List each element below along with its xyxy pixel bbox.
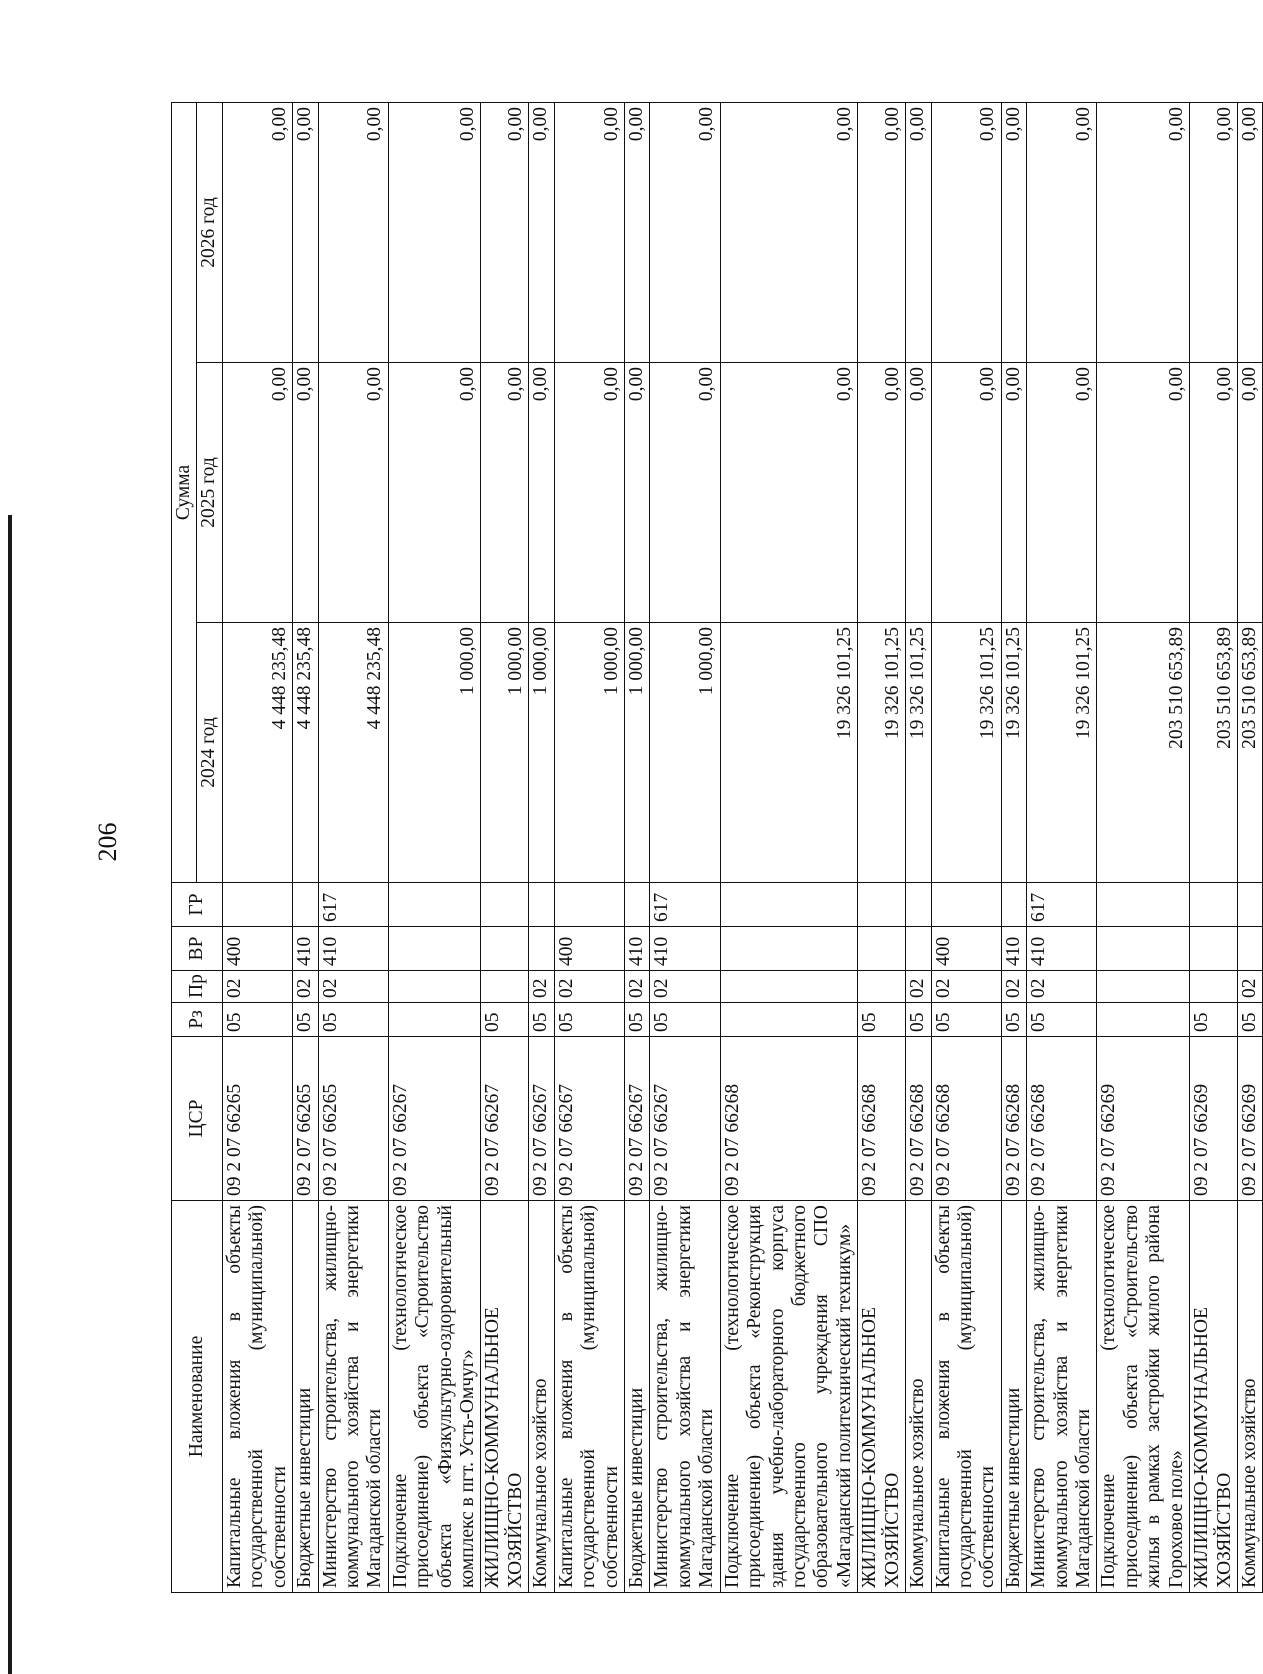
cell-2024: 203 510 653,89 [1097, 623, 1190, 883]
cell-2025: 0,00 [858, 363, 906, 623]
cell-2025: 0,00 [318, 363, 388, 623]
cell-name: ЖИЛИЩНО-КОММУНАЛЬНОЕ ХОЗЯЙСТВО [858, 1201, 906, 1593]
cell-gr [625, 883, 650, 927]
cell-2026: 0,00 [388, 103, 481, 363]
cell-2025: 0,00 [1097, 363, 1190, 623]
cell-rz: 05 [906, 1003, 931, 1037]
cell-rz: 05 [858, 1003, 906, 1037]
header-name: Наименование [172, 1201, 223, 1593]
cell-gr [1001, 883, 1026, 927]
cell-2026: 0,00 [720, 103, 858, 363]
cell-vr: 410 [650, 927, 720, 971]
cell-2024: 19 326 101,25 [931, 623, 1001, 883]
table-row [931, 103, 1001, 1593]
cell-csr: 09 2 07 66265 [222, 1037, 292, 1201]
cell-gr [388, 883, 481, 927]
cell-2024: 19 326 101,25 [858, 623, 906, 883]
cell-rz: 05 [1237, 1003, 1262, 1037]
cell-csr: 09 2 07 66267 [650, 1037, 720, 1201]
cell-2024: 1 000,00 [625, 623, 650, 883]
table-row [222, 103, 292, 1593]
cell-name: Коммунальное хозяйство [1237, 1201, 1262, 1593]
cell-2026: 0,00 [529, 103, 554, 363]
table-row [1027, 103, 1097, 1593]
cell-name: Капитальные вложения в объекты государственной (муниципальной) собственности [222, 1201, 292, 1593]
cell-gr [293, 883, 318, 927]
cell-vr [529, 927, 554, 971]
cell-pr: 02 [293, 971, 318, 1003]
cell-csr: 09 2 07 66269 [1190, 1037, 1238, 1201]
cell-csr: 09 2 07 66268 [720, 1037, 858, 1201]
cell-2024: 4 448 235,48 [222, 623, 292, 883]
cell-csr: 09 2 07 66268 [1027, 1037, 1097, 1201]
scan-edge-bar [8, 515, 12, 1674]
table-row [906, 103, 931, 1593]
cell-csr: 09 2 07 66265 [293, 1037, 318, 1201]
cell-2026: 0,00 [1001, 103, 1026, 363]
cell-pr: 02 [1001, 971, 1026, 1003]
cell-gr [1190, 883, 1238, 927]
cell-csr: 09 2 07 66268 [858, 1037, 906, 1201]
cell-rz: 05 [1027, 1003, 1097, 1037]
cell-2026: 0,00 [318, 103, 388, 363]
cell-2026: 0,00 [1097, 103, 1190, 363]
cell-gr [554, 883, 624, 927]
cell-vr [906, 927, 931, 971]
cell-2024: 19 326 101,25 [1001, 623, 1026, 883]
cell-gr [1237, 883, 1262, 927]
cell-2025: 0,00 [1027, 363, 1097, 623]
cell-rz: 05 [1001, 1003, 1026, 1037]
table-row [858, 103, 906, 1593]
cell-gr [529, 883, 554, 927]
cell-csr: 09 2 07 66268 [906, 1037, 931, 1201]
cell-pr: 02 [1027, 971, 1097, 1003]
cell-gr: 617 [650, 883, 720, 927]
cell-2025: 0,00 [720, 363, 858, 623]
cell-rz: 05 [222, 1003, 292, 1037]
cell-2026: 0,00 [931, 103, 1001, 363]
cell-pr: 02 [906, 971, 931, 1003]
cell-vr [720, 927, 858, 971]
cell-2025: 0,00 [529, 363, 554, 623]
cell-name: Коммунальное хозяйство [906, 1201, 931, 1593]
cell-2024: 1 000,00 [554, 623, 624, 883]
cell-2024: 203 510 653,89 [1190, 623, 1238, 883]
cell-rz: 05 [481, 1003, 529, 1037]
header-row-1 [172, 103, 197, 1593]
cell-vr [858, 927, 906, 971]
cell-2026: 0,00 [554, 103, 624, 363]
cell-2025: 0,00 [293, 363, 318, 623]
cell-2026: 0,00 [650, 103, 720, 363]
cell-gr: 617 [318, 883, 388, 927]
cell-2026: 0,00 [1190, 103, 1238, 363]
cell-csr: 09 2 07 66268 [931, 1037, 1001, 1201]
cell-gr [931, 883, 1001, 927]
table-row [1097, 103, 1190, 1593]
cell-2024: 1 000,00 [650, 623, 720, 883]
cell-pr: 02 [931, 971, 1001, 1003]
cell-name: Министерство строительства, жилищно-коммунального хозяйства и энергетики Магаданской области [650, 1201, 720, 1593]
table-row [1001, 103, 1026, 1593]
cell-rz [1097, 1003, 1190, 1037]
cell-rz: 05 [1190, 1003, 1238, 1037]
cell-vr: 400 [931, 927, 1001, 971]
cell-rz: 05 [554, 1003, 624, 1037]
cell-gr [222, 883, 292, 927]
cell-2026: 0,00 [293, 103, 318, 363]
table-row [720, 103, 858, 1593]
cell-pr [1190, 971, 1238, 1003]
cell-2024: 1 000,00 [529, 623, 554, 883]
cell-name: Капитальные вложения в объекты государственной (муниципальной) собственности [931, 1201, 1001, 1593]
header-sum: Сумма [172, 103, 197, 883]
cell-pr [1097, 971, 1190, 1003]
cell-vr: 400 [554, 927, 624, 971]
cell-vr [1237, 927, 1262, 971]
cell-csr: 09 2 07 66268 [1001, 1037, 1026, 1201]
cell-rz: 05 [931, 1003, 1001, 1037]
cell-gr [481, 883, 529, 927]
cell-2025: 0,00 [1190, 363, 1238, 623]
cell-2024: 1 000,00 [388, 623, 481, 883]
cell-2026: 0,00 [1027, 103, 1097, 363]
cell-name: Капитальные вложения в объекты государственной (муниципальной) собственности [554, 1201, 624, 1593]
cell-2024: 19 326 101,25 [906, 623, 931, 883]
table-row [388, 103, 481, 1593]
cell-vr: 410 [293, 927, 318, 971]
header-2025: 2025 год [197, 363, 222, 623]
cell-rz: 05 [650, 1003, 720, 1037]
cell-csr: 09 2 07 66265 [318, 1037, 388, 1201]
header-rz: Рз [172, 1003, 223, 1037]
cell-vr: 410 [625, 927, 650, 971]
cell-name: Коммунальное хозяйство [529, 1201, 554, 1593]
cell-name: ЖИЛИЩНО-КОММУНАЛЬНОЕ ХОЗЯЙСТВО [1190, 1201, 1238, 1593]
cell-2025: 0,00 [906, 363, 931, 623]
cell-rz: 05 [318, 1003, 388, 1037]
header-vr: ВР [172, 927, 223, 971]
cell-pr [481, 971, 529, 1003]
cell-2025: 0,00 [481, 363, 529, 623]
cell-2024: 19 326 101,25 [720, 623, 858, 883]
header-2024: 2024 год [197, 623, 222, 883]
cell-csr: 09 2 07 66269 [1237, 1037, 1262, 1201]
cell-pr: 02 [222, 971, 292, 1003]
cell-pr: 02 [1237, 971, 1262, 1003]
cell-vr [1190, 927, 1238, 971]
cell-vr [481, 927, 529, 971]
cell-2024: 203 510 653,89 [1237, 623, 1262, 883]
cell-pr: 02 [625, 971, 650, 1003]
cell-pr [720, 971, 858, 1003]
cell-pr: 02 [650, 971, 720, 1003]
cell-gr [1097, 883, 1190, 927]
header-gr: ГР [172, 883, 223, 927]
cell-csr: 09 2 07 66267 [625, 1037, 650, 1201]
cell-name: Бюджетные инвестиции [1001, 1201, 1026, 1593]
table-row [1190, 103, 1238, 1593]
cell-vr: 410 [1027, 927, 1097, 971]
page-number: 206 [93, 822, 122, 862]
cell-2025: 0,00 [931, 363, 1001, 623]
cell-name: Министерство строительства, жилищно-коммунального хозяйства и энергетики Магаданской области [318, 1201, 388, 1593]
cell-2025: 0,00 [554, 363, 624, 623]
cell-pr: 02 [318, 971, 388, 1003]
budget-table-container [171, 103, 1260, 1593]
cell-vr [1097, 927, 1190, 971]
cell-name: Подключение (технологическое присоединение) объекта «Строительство объекта «Физкультурно-оздоровительный комплекс в пгт. Усть-Омчуг» [388, 1201, 481, 1593]
cell-2026: 0,00 [906, 103, 931, 363]
cell-rz: 05 [625, 1003, 650, 1037]
cell-pr: 02 [554, 971, 624, 1003]
table-row [554, 103, 624, 1593]
cell-pr [858, 971, 906, 1003]
cell-2024: 1 000,00 [481, 623, 529, 883]
cell-2026: 0,00 [481, 103, 529, 363]
cell-gr [720, 883, 858, 927]
cell-gr [858, 883, 906, 927]
cell-2025: 0,00 [625, 363, 650, 623]
cell-2026: 0,00 [858, 103, 906, 363]
cell-2024: 4 448 235,48 [293, 623, 318, 883]
cell-vr [388, 927, 481, 971]
budget-table [171, 102, 1263, 1593]
cell-csr: 09 2 07 66269 [1097, 1037, 1190, 1201]
cell-csr: 09 2 07 66267 [529, 1037, 554, 1201]
cell-name: Министерство строительства, жилищно-коммунального хозяйства и энергетики Магаданской области [1027, 1201, 1097, 1593]
cell-2026: 0,00 [222, 103, 292, 363]
cell-rz [720, 1003, 858, 1037]
cell-rz [388, 1003, 481, 1037]
cell-name: Бюджетные инвестиции [293, 1201, 318, 1593]
cell-rz: 05 [529, 1003, 554, 1037]
cell-2025: 0,00 [388, 363, 481, 623]
header-pr: Пр [172, 971, 223, 1003]
header-2026: 2026 год [197, 103, 222, 363]
cell-2025: 0,00 [650, 363, 720, 623]
cell-name: Подключение (технологическое присоединение) объекта «Реконструкция здания учебно-лабораторного корпуса государственного бюджетного образовательного учреждения СПО «Магаданский политехнический техникум» [720, 1201, 858, 1593]
cell-2026: 0,00 [625, 103, 650, 363]
cell-name: ЖИЛИЩНО-КОММУНАЛЬНОЕ ХОЗЯЙСТВО [481, 1201, 529, 1593]
cell-gr: 617 [1027, 883, 1097, 927]
cell-pr: 02 [529, 971, 554, 1003]
cell-pr [388, 971, 481, 1003]
cell-2026: 0,00 [1237, 103, 1262, 363]
header-csr: ЦСР [172, 1037, 223, 1201]
cell-csr: 09 2 07 66267 [481, 1037, 529, 1201]
cell-vr: 410 [318, 927, 388, 971]
table-row [481, 103, 529, 1593]
table-body [222, 103, 1263, 1593]
cell-gr [906, 883, 931, 927]
table-row [293, 103, 318, 1593]
cell-2025: 0,00 [1237, 363, 1262, 623]
cell-2025: 0,00 [222, 363, 292, 623]
table-row [650, 103, 720, 1593]
cell-csr: 09 2 07 66267 [388, 1037, 481, 1201]
cell-2024: 4 448 235,48 [318, 623, 388, 883]
cell-csr: 09 2 07 66267 [554, 1037, 624, 1201]
cell-name: Бюджетные инвестиции [625, 1201, 650, 1593]
table-row [318, 103, 388, 1593]
cell-vr: 410 [1001, 927, 1026, 971]
cell-name: Подключение (технологическое присоединение) объекта «Строительство жилья в рамках застройки жилого района Гороховое поле» [1097, 1201, 1190, 1593]
cell-vr: 400 [222, 927, 292, 971]
cell-rz: 05 [293, 1003, 318, 1037]
table-row [1237, 103, 1262, 1593]
cell-2025: 0,00 [1001, 363, 1026, 623]
table-row [529, 103, 554, 1593]
table-row [625, 103, 650, 1593]
cell-2024: 19 326 101,25 [1027, 623, 1097, 883]
